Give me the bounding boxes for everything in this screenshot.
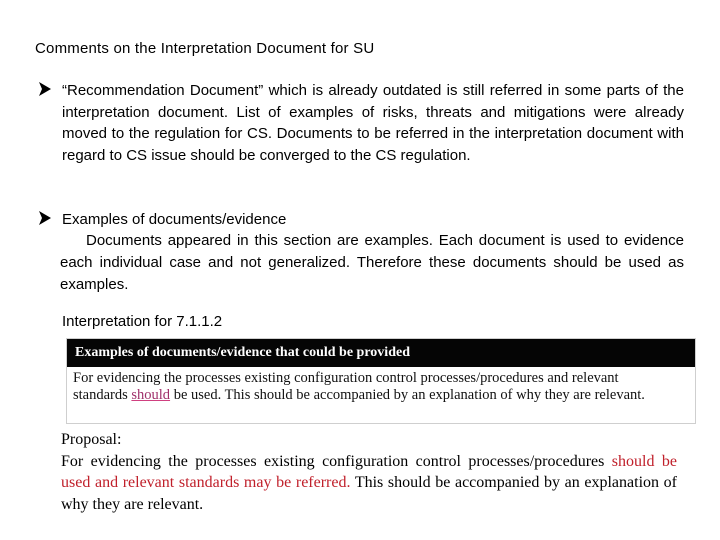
arrow-bullet-icon [38,80,52,98]
interpretation-label: Interpretation for 7.1.1.2 [62,313,223,330]
excerpt-line-2-end: be used. This should be accompanied by an explanation of why they are relevant. [170,387,645,403]
excerpt-line-1: For evidencing the processes existing configuration control processes/procedures and relevant [73,370,619,386]
page-title: Comments on the Interpretation Document for SU [35,40,375,57]
proposal-text [61,451,677,516]
interpretation-excerpt-image [66,338,696,424]
excerpt-header: Examples of documents/evidence that could be provided [67,339,695,367]
excerpt-highlight-should: should [131,387,171,403]
excerpt-line-2-start: standards [73,387,132,403]
excerpt-body [67,367,695,404]
bullet-detail-text: Documents appeared in this section are examples. Each document is used to evidence each individual case and not generalized. Therefore these documents should be used as examples. [60,232,684,293]
proposal-block [61,429,677,515]
bullet-text: “Recommendation Document” which is already outdated is still referred in some parts of the interpretation document. List of examples of risks, threats and mitigations were already moved to the regulation for CS. Documents to be referred in the interpretation document with regard to CS issue should be converged to the CS regulation. [62,82,684,164]
arrow-bullet-icon [38,209,52,227]
proposal-text-start: For evidencing the processes existing configuration control processes/procedures [61,452,612,470]
bullet-text: Examples of documents/evidence [62,211,287,228]
proposal-text-highlight: should be used and relevant standards may be referred. [61,452,677,491]
proposal-text-end: This should be accompanied by an explanation of why they are relevant. [61,474,677,513]
proposal-label: Proposal: [61,431,122,448]
